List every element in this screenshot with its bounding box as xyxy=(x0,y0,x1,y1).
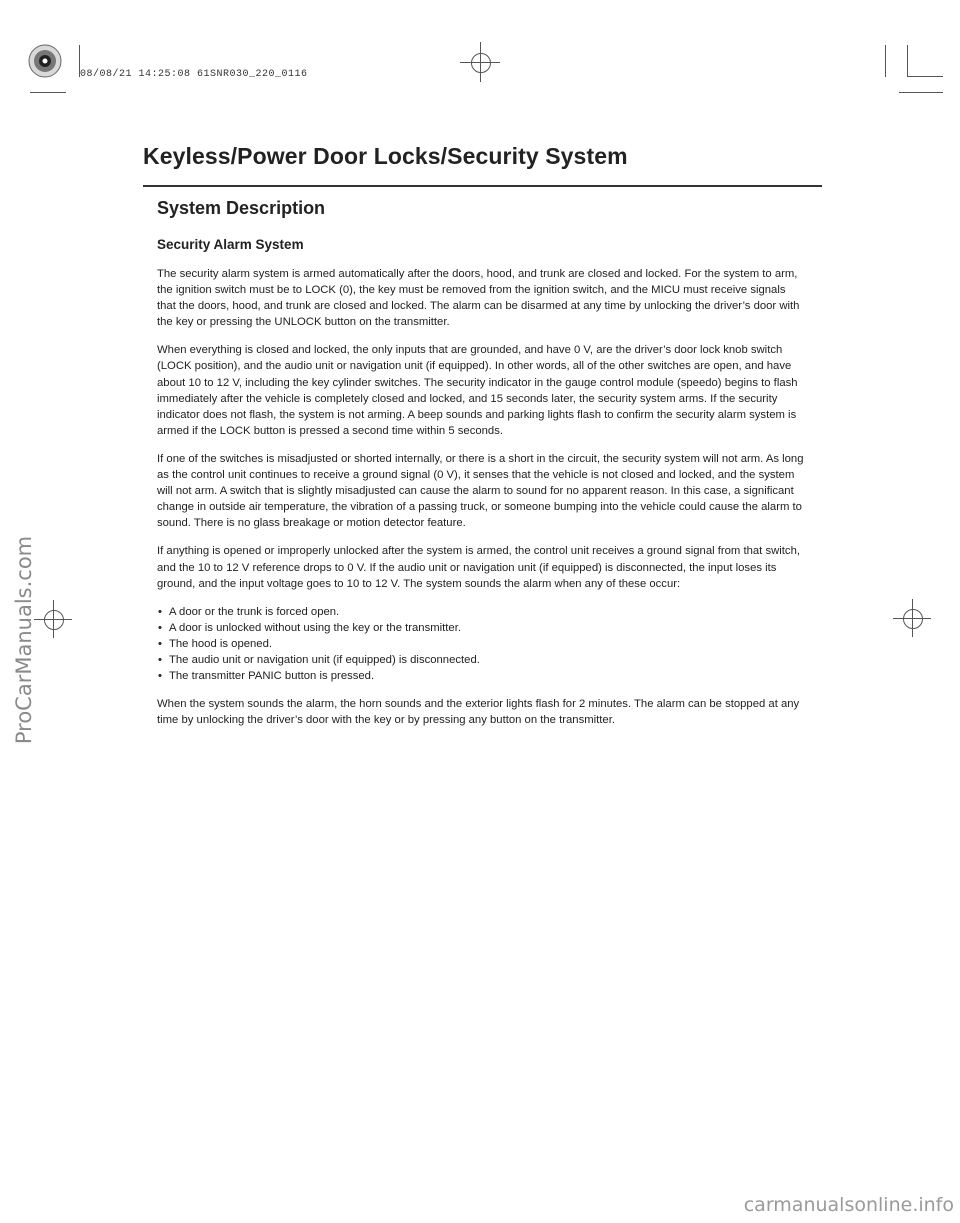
bullet-icon: • xyxy=(158,653,162,666)
bullet-icon: • xyxy=(158,637,162,650)
bullet-icon: • xyxy=(158,605,162,618)
crosshair-icon xyxy=(44,610,64,630)
list-item-text: A door is unlocked without using the key or the transmitter. xyxy=(169,621,461,634)
crop-mark xyxy=(893,618,931,619)
list-item-text: The hood is opened. xyxy=(169,637,273,650)
paragraph: If anything is opened or improperly unlocked after the system is armed, the control unit receives a ground signal from that switch, and the 10 to 12 V reference drops to 0 V. If the audio unit or navigation unit (if equipped) is disconnected, the input loses its ground, and the input voltage goes to 10 to 12 V. The system sounds the alarm when any of these occur: xyxy=(157,545,800,590)
list-item xyxy=(157,668,807,684)
list-item xyxy=(157,620,807,636)
crop-mark xyxy=(30,92,66,93)
side-watermark: ProCarManuals.com xyxy=(12,535,36,745)
crosshair-icon xyxy=(903,609,923,629)
crop-mark xyxy=(885,45,886,77)
crop-mark xyxy=(899,92,943,93)
section-title: System Description xyxy=(157,198,326,218)
list-item xyxy=(157,636,807,652)
list-item-text: The transmitter PANIC button is pressed. xyxy=(169,670,375,683)
registration-target-icon xyxy=(28,44,62,78)
list-item xyxy=(157,652,807,668)
paragraph: If one of the switches is misadjusted or shorted internally, or there is a short in the circuit, the security system will not arm. As long as the control unit continues to receive a ground signal (0 V), it senses that the vehicle is not closed and locked, and the system will not arm. A switch that is slightly misadjusted can cause the alarm to sound for no apparent reason. In this case, a significant change in outside air temperature, the vibration of a passing truck, or someone bumping into the vehicle could cause the alarm to sound. There is no glass breakage or motion detector feature. xyxy=(157,452,804,530)
paragraph: The security alarm system is armed automatically after the doors, hood, and trunk are closed and locked. For the system to arm, the ignition switch must be to LOCK (0), the key must be removed from the ignition switch, and the MICU must receive signals that the doors, hood, and trunk are closed and locked. The alarm can be disarmed at any time by unlocking the driver’s door with the key or pressing the UNLOCK button on the transmitter. xyxy=(157,268,800,329)
print-stamp: 08/08/21 14:25:08 61SNR030_220_0116 xyxy=(80,69,308,80)
bullet-icon: • xyxy=(158,670,162,683)
bullet-icon: • xyxy=(158,621,162,634)
list-item xyxy=(157,604,807,620)
closing-paragraph: When the system sounds the alarm, the horn sounds and the exterior lights flash for 2 minutes. The alarm can be stopped at any time by unlocking the driver’s door with the key or by pressing any button on the transmitter. xyxy=(157,698,800,727)
footer-watermark: carmanualsonline.info xyxy=(743,1194,954,1216)
alarm-trigger-list xyxy=(157,604,807,684)
paragraph: When everything is closed and locked, the only inputs that are grounded, and have 0 V, are the driver’s door lock knob switch (LOCK position), and the audio unit or navigation unit (if equipped). In other words, all of the other switches are open, and have about 10 to 12 V, including the key cylinder switches. The security indicator in the gauge control module (speedo) begins to flash immediately after the vehicle is completely closed and locked, and 15 seconds later, the security system arms. If the security indicator does not flash, the system is not arming. A beep sounds and parking lights flash to confirm the security alarm system is armed if the LOCK button is pressed a second time within 5 seconds. xyxy=(157,344,798,437)
body-text xyxy=(157,266,807,740)
list-item-text: A door or the trunk is forced open. xyxy=(169,605,340,618)
subsection-title: Security Alarm System xyxy=(157,237,304,252)
list-item-text: The audio unit or navigation unit (if equipped) is disconnected. xyxy=(169,653,480,666)
crop-mark xyxy=(460,62,500,63)
crop-mark xyxy=(34,619,72,620)
title-divider xyxy=(143,185,822,187)
crop-mark xyxy=(907,76,943,77)
page-title: Keyless/Power Door Locks/Security System xyxy=(143,143,628,169)
crosshair-icon xyxy=(471,53,491,73)
crop-mark xyxy=(907,45,908,77)
